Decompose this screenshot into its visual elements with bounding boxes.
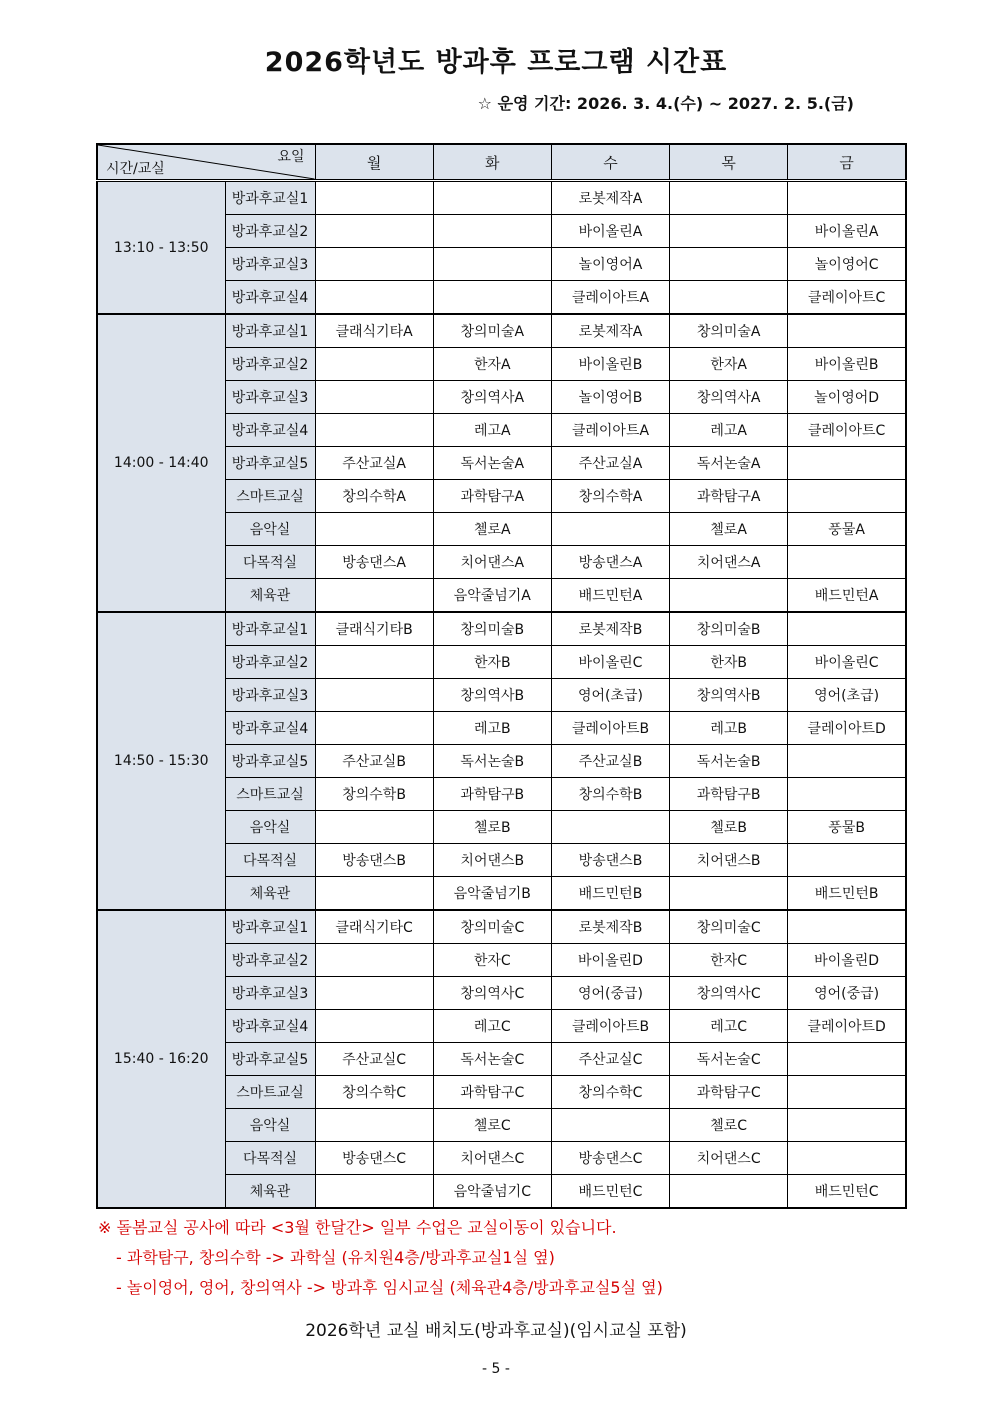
class-cell: 창의수학A: [551, 480, 669, 513]
class-cell: 치어댄스A: [670, 546, 788, 579]
class-cell: 창의미술B: [433, 612, 551, 646]
class-cell: 한자A: [433, 348, 551, 381]
class-cell: 창의미술B: [670, 612, 788, 646]
class-cell: [788, 612, 906, 646]
class-cell: 과학탐구A: [433, 480, 551, 513]
room-label: 방과후교실3: [225, 248, 315, 281]
class-cell: [315, 1010, 433, 1043]
class-cell: 첼로B: [433, 811, 551, 844]
class-cell: 주산교실C: [315, 1043, 433, 1076]
class-cell: 한자C: [670, 944, 788, 977]
class-cell: 레고A: [433, 414, 551, 447]
class-cell: [315, 215, 433, 248]
time-slot-label: 14:00 - 14:40: [97, 314, 225, 612]
class-cell: 클래식기타B: [315, 612, 433, 646]
class-cell: 영어(중급): [551, 977, 669, 1010]
class-cell: [315, 281, 433, 315]
day-header-thu: 목: [670, 144, 788, 181]
timetable-header-row: [97, 144, 906, 181]
class-cell: [315, 513, 433, 546]
document-title: 2026학년도 방과후 프로그램 시간표: [264, 47, 728, 78]
class-cell: [788, 844, 906, 877]
table-row: [97, 612, 906, 646]
class-cell: 레고A: [670, 414, 788, 447]
footer-caption: 2026학년 교실 배치도(방과후교실)(임시교실 포함): [305, 1321, 687, 1341]
class-cell: 창의수학C: [551, 1076, 669, 1109]
class-cell: 창의수학A: [315, 480, 433, 513]
class-cell: [315, 877, 433, 911]
class-cell: [788, 181, 906, 215]
class-cell: 첼로C: [670, 1109, 788, 1142]
class-cell: 풍물A: [788, 513, 906, 546]
class-cell: [433, 248, 551, 281]
class-cell: 영어(초급): [551, 679, 669, 712]
class-cell: [788, 778, 906, 811]
class-cell: [433, 281, 551, 315]
class-cell: [433, 181, 551, 215]
class-cell: 음악줄넘기B: [433, 877, 551, 911]
class-cell: [315, 646, 433, 679]
class-cell: 클레이아트C: [788, 414, 906, 447]
room-label: 방과후교실3: [225, 381, 315, 414]
room-label: 방과후교실4: [225, 712, 315, 745]
class-cell: [670, 579, 788, 613]
room-label: 다목적실: [225, 546, 315, 579]
class-cell: 레고C: [433, 1010, 551, 1043]
class-cell: 한자B: [670, 646, 788, 679]
class-cell: 치어댄스B: [670, 844, 788, 877]
class-cell: 클래식기타C: [315, 910, 433, 944]
class-cell: 레고B: [433, 712, 551, 745]
notice-english-history: - 놀이영어, 영어, 창의역사 -> 방과후 임시교실 (체육관4층/방과후교실5실 옆): [116, 1278, 663, 1297]
class-cell: [315, 181, 433, 215]
class-cell: 방송댄스C: [315, 1142, 433, 1175]
class-cell: 첼로A: [433, 513, 551, 546]
corner-cell: [97, 144, 315, 181]
class-cell: 창의수학C: [315, 1076, 433, 1109]
class-cell: 방송댄스B: [551, 844, 669, 877]
table-row: [97, 910, 906, 944]
class-cell: 놀이영어A: [551, 248, 669, 281]
class-cell: [670, 248, 788, 281]
class-cell: 독서논술A: [433, 447, 551, 480]
class-cell: 바이올린B: [551, 348, 669, 381]
room-label: 방과후교실3: [225, 679, 315, 712]
class-cell: 독서논술C: [433, 1043, 551, 1076]
room-label: 방과후교실5: [225, 1043, 315, 1076]
room-label: 방과후교실1: [225, 910, 315, 944]
class-cell: 창의수학B: [551, 778, 669, 811]
room-label: 방과후교실4: [225, 1010, 315, 1043]
class-cell: 치어댄스C: [433, 1142, 551, 1175]
room-label: 방과후교실5: [225, 745, 315, 778]
class-cell: 음악줄넘기C: [433, 1175, 551, 1209]
class-cell: 로봇제작B: [551, 612, 669, 646]
class-cell: [315, 248, 433, 281]
class-cell: [551, 811, 669, 844]
room-label: 스마트교실: [225, 480, 315, 513]
room-label: 방과후교실2: [225, 215, 315, 248]
class-cell: 과학탐구C: [433, 1076, 551, 1109]
room-label: 방과후교실4: [225, 414, 315, 447]
class-cell: 치어댄스C: [670, 1142, 788, 1175]
room-label: 다목적실: [225, 1142, 315, 1175]
class-cell: 바이올린D: [788, 944, 906, 977]
timetable: [96, 143, 907, 1209]
class-cell: 독서논술A: [670, 447, 788, 480]
class-cell: [670, 877, 788, 911]
class-cell: 주산교실B: [551, 745, 669, 778]
class-cell: 클레이아트B: [551, 1010, 669, 1043]
class-cell: 바이올린C: [788, 646, 906, 679]
class-cell: 주산교실B: [315, 745, 433, 778]
class-cell: 독서논술C: [670, 1043, 788, 1076]
class-cell: [670, 1175, 788, 1209]
class-cell: 배드민턴A: [788, 579, 906, 613]
class-cell: [315, 348, 433, 381]
class-cell: 과학탐구C: [670, 1076, 788, 1109]
class-cell: [670, 181, 788, 215]
class-cell: [788, 1142, 906, 1175]
room-label: 체육관: [225, 1175, 315, 1209]
class-cell: 바이올린D: [551, 944, 669, 977]
room-label: 다목적실: [225, 844, 315, 877]
class-cell: 바이올린A: [788, 215, 906, 248]
time-slot-label: 14:50 - 15:30: [97, 612, 225, 910]
room-label: 방과후교실3: [225, 977, 315, 1010]
room-label: 방과후교실1: [225, 181, 315, 215]
class-cell: [551, 513, 669, 546]
class-cell: 창의역사B: [433, 679, 551, 712]
class-cell: [670, 281, 788, 315]
class-cell: 바이올린C: [551, 646, 669, 679]
notice-main: ※ 돌봄교실 공사에 따라 <3월 한달간> 일부 수업은 교실이동이 있습니다.: [98, 1218, 617, 1237]
class-cell: 치어댄스B: [433, 844, 551, 877]
class-cell: 클레이아트D: [788, 712, 906, 745]
class-cell: [315, 1109, 433, 1142]
class-cell: 클래식기타A: [315, 314, 433, 348]
class-cell: [315, 579, 433, 613]
class-cell: 배드민턴B: [788, 877, 906, 911]
class-cell: [315, 811, 433, 844]
class-cell: 바이올린B: [788, 348, 906, 381]
class-cell: [433, 215, 551, 248]
class-cell: 창의수학B: [315, 778, 433, 811]
class-cell: 독서논술B: [433, 745, 551, 778]
class-cell: 한자A: [670, 348, 788, 381]
class-cell: 과학탐구A: [670, 480, 788, 513]
class-cell: 창의역사A: [670, 381, 788, 414]
class-cell: 창의미술C: [433, 910, 551, 944]
class-cell: 방송댄스A: [315, 546, 433, 579]
class-cell: [315, 679, 433, 712]
notice-block: [98, 1213, 663, 1303]
class-cell: [315, 712, 433, 745]
room-label: 체육관: [225, 579, 315, 613]
class-cell: 클레이아트C: [788, 281, 906, 315]
time-slot-label: 13:10 - 13:50: [97, 181, 225, 315]
class-cell: [551, 1109, 669, 1142]
class-cell: [315, 414, 433, 447]
class-cell: 첼로A: [670, 513, 788, 546]
class-cell: 배드민턴B: [551, 877, 669, 911]
room-label: 방과후교실4: [225, 281, 315, 315]
class-cell: 창의역사C: [670, 977, 788, 1010]
class-cell: [788, 546, 906, 579]
room-label: 방과후교실5: [225, 447, 315, 480]
room-label: 음악실: [225, 513, 315, 546]
class-cell: 클레이아트A: [551, 281, 669, 315]
class-cell: [788, 1076, 906, 1109]
room-label: 방과후교실1: [225, 612, 315, 646]
room-label: 방과후교실1: [225, 314, 315, 348]
class-cell: 창의미술A: [433, 314, 551, 348]
table-row: [97, 314, 906, 348]
class-cell: 과학탐구B: [433, 778, 551, 811]
operation-period: ☆ 운영 기간: 2026. 3. 4.(수) ~ 2027. 2. 5.(금): [477, 94, 854, 113]
class-cell: 창의미술C: [670, 910, 788, 944]
room-label: 체육관: [225, 877, 315, 911]
class-cell: 치어댄스A: [433, 546, 551, 579]
class-cell: 방송댄스B: [315, 844, 433, 877]
time-slot-label: 15:40 - 16:20: [97, 910, 225, 1208]
class-cell: 클레이아트A: [551, 414, 669, 447]
class-cell: 방송댄스A: [551, 546, 669, 579]
class-cell: [315, 381, 433, 414]
class-cell: 첼로B: [670, 811, 788, 844]
class-cell: 첼로C: [433, 1109, 551, 1142]
class-cell: [788, 314, 906, 348]
class-cell: 풍물B: [788, 811, 906, 844]
day-header-wed: 수: [551, 144, 669, 181]
room-label: 방과후교실2: [225, 348, 315, 381]
class-cell: 창의역사C: [433, 977, 551, 1010]
class-cell: [788, 480, 906, 513]
class-cell: 과학탐구B: [670, 778, 788, 811]
class-cell: 로봇제작A: [551, 314, 669, 348]
corner-time-room-label: 시간/교실: [106, 161, 165, 177]
class-cell: 레고C: [670, 1010, 788, 1043]
corner-day-label: 요일: [277, 149, 305, 165]
class-cell: 로봇제작A: [551, 181, 669, 215]
day-header-fri: 금: [788, 144, 906, 181]
class-cell: 주산교실C: [551, 1043, 669, 1076]
class-cell: 영어(중급): [788, 977, 906, 1010]
notice-science-math: - 과학탐구, 창의수학 -> 과학실 (유치원4층/방과후교실1실 옆): [116, 1248, 555, 1267]
class-cell: 영어(초급): [788, 679, 906, 712]
day-header-mon: 월: [315, 144, 433, 181]
room-label: 스마트교실: [225, 778, 315, 811]
class-cell: 창의역사A: [433, 381, 551, 414]
class-cell: [788, 1109, 906, 1142]
room-label: 음악실: [225, 811, 315, 844]
class-cell: 놀이영어D: [788, 381, 906, 414]
class-cell: 클레이아트D: [788, 1010, 906, 1043]
class-cell: 주산교실A: [315, 447, 433, 480]
class-cell: [315, 1175, 433, 1209]
page-number: - 5 -: [482, 1361, 510, 1377]
class-cell: [788, 1043, 906, 1076]
class-cell: 주산교실A: [551, 447, 669, 480]
class-cell: 놀이영어B: [551, 381, 669, 414]
class-cell: [788, 745, 906, 778]
class-cell: 배드민턴C: [551, 1175, 669, 1209]
room-label: 스마트교실: [225, 1076, 315, 1109]
class-cell: [670, 215, 788, 248]
class-cell: 놀이영어C: [788, 248, 906, 281]
room-label: 방과후교실2: [225, 944, 315, 977]
class-cell: 클레이아트B: [551, 712, 669, 745]
class-cell: 한자B: [433, 646, 551, 679]
class-cell: 독서논술B: [670, 745, 788, 778]
class-cell: 로봇제작B: [551, 910, 669, 944]
class-cell: 한자C: [433, 944, 551, 977]
class-cell: [788, 447, 906, 480]
class-cell: 배드민턴C: [788, 1175, 906, 1209]
class-cell: 바이올린A: [551, 215, 669, 248]
class-cell: 배드민턴A: [551, 579, 669, 613]
class-cell: 레고B: [670, 712, 788, 745]
room-label: 음악실: [225, 1109, 315, 1142]
class-cell: [315, 977, 433, 1010]
timetable-body: [97, 181, 906, 1209]
class-cell: 방송댄스C: [551, 1142, 669, 1175]
class-cell: [315, 944, 433, 977]
class-cell: 음악줄넘기A: [433, 579, 551, 613]
class-cell: 창의역사B: [670, 679, 788, 712]
room-label: 방과후교실2: [225, 646, 315, 679]
table-row: [97, 181, 906, 215]
class-cell: 창의미술A: [670, 314, 788, 348]
day-header-tue: 화: [433, 144, 551, 181]
class-cell: [788, 910, 906, 944]
